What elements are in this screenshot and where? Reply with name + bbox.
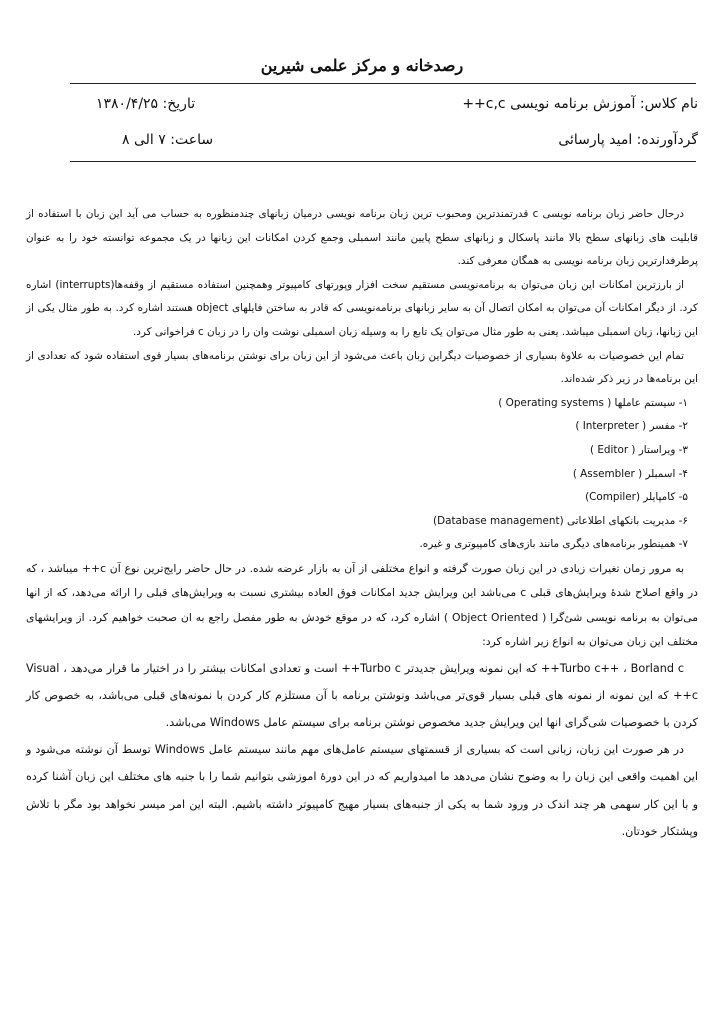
- list-item: ۶- مدیریت بانکهای اطلاعاتی (Database management): [433, 514, 688, 527]
- list-item: ۵- کامپایلر (Compiler): [585, 491, 688, 504]
- applications-list: [26, 392, 698, 557]
- date-field: تاریخ: ۱۳۸۰/۴/۲۵: [96, 96, 196, 112]
- list-item: ۲- مفسر ( Interpreter ): [575, 420, 688, 433]
- class-name-field: نام کلاس: آموزش برنامه نویسی c,c++: [462, 96, 698, 112]
- header-divider: [70, 161, 696, 162]
- title-divider: [70, 83, 696, 84]
- list-item: ۳- ویراستار ( Editor ): [590, 443, 688, 456]
- presenter-field: گردآورنده: امید پارسائی: [558, 132, 698, 148]
- list-item: ۱- سیستم عاملها ( Operating systems ): [498, 396, 688, 409]
- list-item: ۷- همینطور برنامه‌های دیگری مانند بازی‌های کامپیوتری و غیره.: [419, 538, 688, 551]
- time-field: ساعت: ۷ الی ۸: [122, 132, 214, 148]
- document-title: رصدخانه و مرکز علمی شیرین: [260, 56, 464, 75]
- paragraph-uses: تمام این خصوصیات به علاوهٔ بسیاری از خصوصیات دیگراین زبان باعث می‌شود از این زبان برای نوشتن برنامه‌های بسیار قوی استفاده شود که تعدادی از این برنامه‌ها در زیر ذکر شده‌اند.: [26, 349, 698, 386]
- paragraph-versions: به مرور زمان تغیرات زیادی در این زبان صورت گرفته و انواع مختلفی از آن به بازار عرضه شده. در حال حاضر رایج‌ترین نوع آن c++ میباشد ، که در واقع اصلاح شدهٔ ویرایش‌های قبلی c می‌باشد این ویرایش جدید امکانات فوق العاده بیشتری نسبت به ویرایش‌های قبلی را ارائه می‌دهد، که از انها می‌توان به برنامه نویسی شئ‌گرا ( Object Oriented ) اشاره کرد، که در موقع خودش به طور مفصل راجع به ان صحبت خواهیم کرد. از ویرایشهای مختلف این زبان می‌توان به انواع زیر اشاره کرد:: [26, 561, 698, 649]
- paragraph-variants: Turbo c++ ، Borland c++ که این نمونه ویرایش جدیدتر Turbo c++ است و تعدادی امکانات بیشتر را در اختیار ما قرار می‌دهد ، Visual c++ که این نمونه از نمونه های قبلی بسیار قوی‌تر می‌باشد ونوشتن برنامه با آن مستلزم کار کردن با نمونه‌های قبلی می‌باشد، به خصوص کار کردن با خصوصیات شی‌گرای انها این ویرایش جدید مخصوص نوشتن برنامه برای سیستم عامل Windows می‌باشد.: [26, 661, 698, 729]
- document-body: [26, 203, 698, 845]
- list-item: ۴- اسمبلر ( Assembler ): [572, 467, 688, 480]
- paragraph-conclusion: در هر صورت این زبان، زبانی است که بسیاری از قسمتهای سیستم عامل‌های مهم مانند سیستم عامل Windows توسط آن نوشته می‌شود و این اهمیت واقعی این زبان را به وضوح نشان می‌دهد ما امیدواریم که در این دورهٔ اموزشی بتوانیم شما را با جنبه های مختلف این زبان آشنا کرده و با این کار سهمی هر چند اندک در ورود شما به یکی از جنبه‌های بسیار مهیج کامپیوتر داشته باشیم. البته این امر میسر نخواهد بود مگر با تلاش وپشتکار خودتان.: [26, 743, 698, 838]
- paragraph-intro: درحال حاضر زبان برنامه نویسی c قدرتمندترین ومحبوب ترین زبان برنامه نویسی درمیان زبانهای چندمنظوره به حساب می آید این زبان با استفاده از قابلیت های زبانهای سطح بالا مانند پاسکال و زبانهای سطح پایین مانند اسمبلی وجمع کردن امکانات این زبانها در یک مجموعه توانسته خود را به عنوان پرطرفدارترین زبان برنامه نویسی به همگان معرفی کند.: [26, 208, 698, 268]
- paragraph-features: از بارزترین امکانات این زبان می‌توان به برنامه‌نویسی مستقیم سخت افزار وپورتهای کامپیوتر وهمچنین استفاده مستقیم از وقفه‌ها(interrupts) اشاره کرد. از دیگر امکانات آن می‌توان به امکان اتصال آن به سایر زبانهای برنامه‌نویسی که قادر به ساختن فایلهای object هستند اشاره کرد. به طور مثال یکی از این زبانها، زبان اسمبلی میباشد. یعنی به طور مثال می‌توان یک تابع را به وسیله زبان اسمبلی نوشت وان را در زبان c فراخوانی کرد.: [26, 278, 698, 338]
